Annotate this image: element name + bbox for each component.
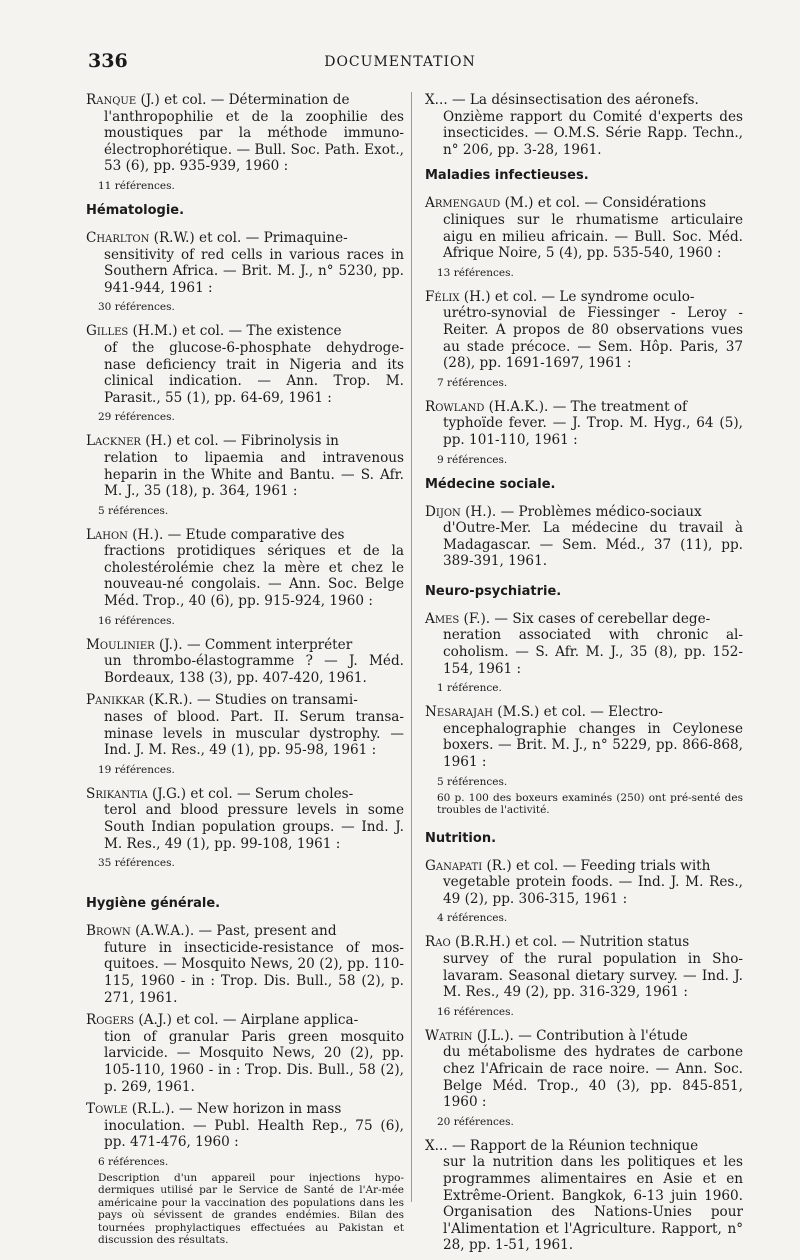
entry-rogers: [86, 1012, 404, 1095]
entry-x-fao: [425, 1138, 743, 1254]
entry-author: Panikkar (K.R.).: [86, 692, 193, 709]
references-count: 16 références.: [98, 614, 175, 627]
entry-text: future in insecticide-resistance of mos-quitoes. — Mosquito News, 20 (2), pp. 110-115, 1960 - in : Trop. Dis. Bull., 58 (2), p. 271, 1961.: [104, 939, 404, 1006]
entry-nesarajah: [425, 704, 743, 770]
entry-text: of the glucose-6-phosphate dehydroge-nase deficiency trait in Nigeria and its clinical indication. — Ann. Trop. M. Parasit., 55 (1), pp. 64-69, 1961 :: [104, 339, 404, 406]
entry-rao: [425, 934, 743, 1000]
section-heading-hematologie: Hématologie.: [86, 202, 185, 218]
references-count: 11 références.: [98, 179, 175, 192]
entry-text: urétro-synovial de Fiessinger - Leroy - Reiter. A propos de 80 observations vues au stade précoce. — Sem. Hôp. Paris, 37 (28), pp. 1691-1697, 1961 :: [443, 305, 743, 372]
entry-text: survey of the rural population in Sho-lavaram. Seasonal dietary survey. — Ind. J. M. Res., 49 (2), pp. 316-329, 1961 :: [443, 951, 743, 1001]
references-count: 30 références.: [98, 301, 175, 314]
entry-author: Félix (H.): [425, 288, 491, 305]
entry-text: Onzième rapport du Comité d'experts des insecticides. — O.M.S. Série Rapp. Techn., n° 206, pp. 3-28, 1961.: [443, 108, 743, 158]
entry-text: tion of granular Paris green mosquito larvicide. — Mosquito News, 20 (2), pp. 105-110, 1960 - in : Trop. Dis. Bull., 58 (2), p. 269, 1961.: [104, 1028, 404, 1095]
entry-text: — Studies on transami-: [196, 692, 358, 709]
entry-text: — The treatment of: [552, 398, 688, 415]
entry-text: et col. — Feeding trials with: [515, 857, 711, 874]
entry-text: — Contribution à l'étude: [518, 1027, 688, 1044]
abstract-note: 60 p. 100 des boxeurs examinés (250) ont pré-senté des troubles de l'activité.: [437, 791, 743, 817]
entry-author: Nesarajah (M.S.): [425, 704, 540, 721]
entry-text: et col. — Le syndrome oculo-: [494, 288, 695, 305]
entry-author: Lahon (H.).: [86, 526, 164, 543]
entry-author: X...: [425, 1137, 448, 1154]
entry-x-oms: [425, 92, 743, 158]
entry-author: Rowland (H.A.K.).: [425, 398, 549, 415]
entry-text: un thrombo-élastogramme ? — J. Méd. Bordeaux, 138 (3), pp. 407-420, 1961.: [104, 653, 404, 686]
entry-text: l'anthropophilie et de la zoophilie des moustiques par la méthode immuno-électrophorétique. — Bull. Soc. Path. Exot., 53 (6), pp. 935-939, 1960 :: [104, 108, 404, 175]
entry-srikantia: [86, 786, 404, 852]
references-count: 4 références.: [437, 912, 508, 925]
entry-text: neration associated with chronic al-coholism. — S. Afr. M. J., 35 (8), pp. 152-154, 1961 :: [443, 627, 743, 677]
entry-ames: [425, 611, 743, 677]
entry-text: — La désinsectisation des aéronefs.: [451, 92, 699, 108]
entry-text: et col. — Considérations: [537, 195, 707, 212]
entry-rowland: [425, 399, 743, 449]
section-heading-maladies-infectieuses: Maladies infectieuses.: [425, 168, 589, 184]
entry-text: relation to lipaemia and intravenous heparin in the White and Bantu. — S. Afr. M. J., 35 (18), p. 364, 1961 :: [104, 449, 404, 500]
entry-charlton: [86, 230, 404, 296]
entry-author: Rao (B.R.H.): [425, 934, 511, 951]
left-column: [86, 92, 404, 1255]
entry-brown: [86, 923, 404, 1006]
entry-text: fractions protidiques sériques et de la cholestérolémie chez la mère et chez le nouveau-né congolais. — Ann. Soc. Belge Méd. Trop., 40 (6), pp. 915-924, 1960 :: [104, 543, 404, 610]
entry-towle: [86, 1101, 404, 1151]
entry-text: — Comment interpréter: [186, 636, 353, 653]
entry-ranque: [86, 92, 404, 175]
entry-author: Watrin (J.L.).: [425, 1027, 514, 1044]
entry-text: terol and blood pressure levels in some South Indian population groups. — Ind. J. M. Res., 49 (1), pp. 99-108, 1961 :: [104, 802, 404, 852]
references-count: 6 références.: [98, 1155, 169, 1168]
entry-text: encephalographie changes in Ceylonese boxers. — Brit. M. J., n° 5229, pp. 866-868, 1961 :: [443, 720, 743, 771]
references-count: 9 références.: [437, 453, 508, 466]
entry-text: nases of blood. Part. II. Serum transa-minase levels in muscular dystrophy. — Ind. J. M. Res., 49 (1), pp. 95-98, 1961 :: [104, 709, 404, 759]
entry-moulinier: [86, 637, 404, 687]
references-count: 35 références.: [98, 857, 175, 870]
entry-text: d'Outre-Mer. La médecine du travail à Madagascar. — Sem. Méd., 37 (11), pp. 389-391, 1961.: [443, 520, 743, 570]
entry-felix: [425, 289, 743, 372]
entry-author: Ganapati (R.): [425, 857, 512, 874]
entry-author: Moulinier (J.).: [86, 636, 183, 653]
entry-text: typhoïde fever. — J. Trop. M. Hyg., 64 (5), pp. 101-110, 1961 :: [443, 415, 743, 448]
references-count: 7 références.: [437, 376, 508, 389]
entry-text: du métabolisme des hydrates de carbone chez l'Africain de race noire. — Ann. Soc. Belge Méd. Trop., 40 (3), pp. 845-851, 1960 :: [443, 1044, 743, 1111]
entry-gilles: [86, 323, 404, 406]
entry-text: et col. — Fibrinolysis in: [176, 433, 339, 450]
references-count: 1 référence.: [437, 682, 502, 695]
section-heading-medecine-sociale: Médecine sociale.: [425, 476, 556, 492]
entry-dijon: [425, 504, 743, 570]
entry-author: Lackner (H.): [86, 433, 173, 450]
entry-author: Rogers (A.J.): [86, 1012, 172, 1029]
abstract-note: Description d'un appareil pour injections hypo-dermiques utilisé par le Service de Santé de l'Ar-mée américaine pour la vaccination des populations dans les pays où sévissent de grandes endémies. Bilan des tournées prophylactiques effectuées au Pakistan et discussion des résultats.: [98, 1171, 404, 1247]
entry-text: et col. — Serum choles-: [190, 785, 354, 802]
page-number: 336: [88, 50, 128, 72]
entry-lackner: [86, 433, 404, 499]
entry-author: Dijon (H.).: [425, 503, 497, 520]
entry-lahon: [86, 527, 404, 610]
column-divider: [411, 92, 412, 1202]
entry-text: et col. — Airplane applica-: [176, 1012, 359, 1029]
entry-text: — Etude comparative des: [167, 526, 345, 543]
running-head: DOCUMENTATION: [324, 54, 476, 70]
section-heading-nutrition: Nutrition.: [425, 830, 497, 846]
entry-text: et col. — The existence: [181, 323, 342, 340]
references-count: 20 références.: [437, 1115, 514, 1128]
entry-text: et col. — Nutrition status: [514, 934, 690, 951]
references-count: 5 références.: [437, 775, 508, 788]
entry-author: Gilles (H.M.): [86, 323, 178, 340]
references-count: 29 références.: [98, 411, 175, 424]
entry-armengaud: [425, 195, 743, 261]
section-heading-hygiene: Hygiène générale.: [86, 896, 221, 912]
entry-author: Towle (R.L.).: [86, 1101, 175, 1118]
entry-text: et col. — Electro-: [543, 704, 663, 721]
right-column: [425, 92, 743, 1260]
entry-text: — Rapport de la Réunion technique: [451, 1137, 699, 1154]
entry-text: — Six cases of cerebellar dege-: [494, 610, 711, 627]
entry-author: Ranque (J.): [86, 92, 160, 108]
entry-author: Charlton (R.W.): [86, 229, 195, 246]
entry-text: et col. — Détermination de: [164, 92, 350, 108]
entry-text: — Problèmes médico-sociaux: [500, 503, 702, 520]
entry-author: Armengaud (M.): [425, 195, 534, 212]
entry-text: inoculation. — Publ. Health Rep., 75 (6), pp. 471-476, 1960 :: [104, 1117, 404, 1151]
entry-author: Brown (A.W.A.).: [86, 923, 195, 940]
entry-text: cliniques sur le rhumatisme articulaire aigu en milieu africain. — Bull. Soc. Méd. Afrique Noire, 5 (4), pp. 535-540, 1960 :: [443, 211, 743, 262]
references-count: 5 références.: [98, 504, 169, 517]
entry-panikkar: [86, 692, 404, 758]
entry-author: Ames (F.).: [425, 610, 491, 627]
entry-text: — Past, present and: [198, 923, 337, 940]
entry-text: — New horizon in mass: [178, 1101, 342, 1118]
entry-text: sur la nutrition dans les politiques et les programmes alimentaires en Asie et en Extrême-Orient. Bangkok, 6-13 juin 1960. Organisation des Nations-Unies pour l'Alimentation et l'Agriculture. Rapport, n° 28, pp. 1-51, 1961.: [443, 1154, 743, 1254]
entry-ganapati: [425, 858, 743, 908]
entry-author: X...: [425, 92, 448, 108]
references-count: 19 références.: [98, 763, 175, 776]
references-count: 16 références.: [437, 1005, 514, 1018]
section-heading-neuro-psychiatrie: Neuro-psychiatrie.: [425, 583, 562, 599]
entry-watrin: [425, 1028, 743, 1111]
entry-text: vegetable protein foods. — Ind. J. M. Res., 49 (2), pp. 306-315, 1961 :: [443, 874, 743, 907]
entry-text: et col. — Primaquine-: [199, 229, 348, 246]
references-count: 13 références.: [437, 266, 514, 279]
entry-text: sensitivity of red cells in various races in Southern Africa. — Brit. M. J., n° 5230, pp. 941-944, 1961 :: [104, 246, 404, 296]
entry-author: Srikantia (J.G.): [86, 785, 187, 802]
